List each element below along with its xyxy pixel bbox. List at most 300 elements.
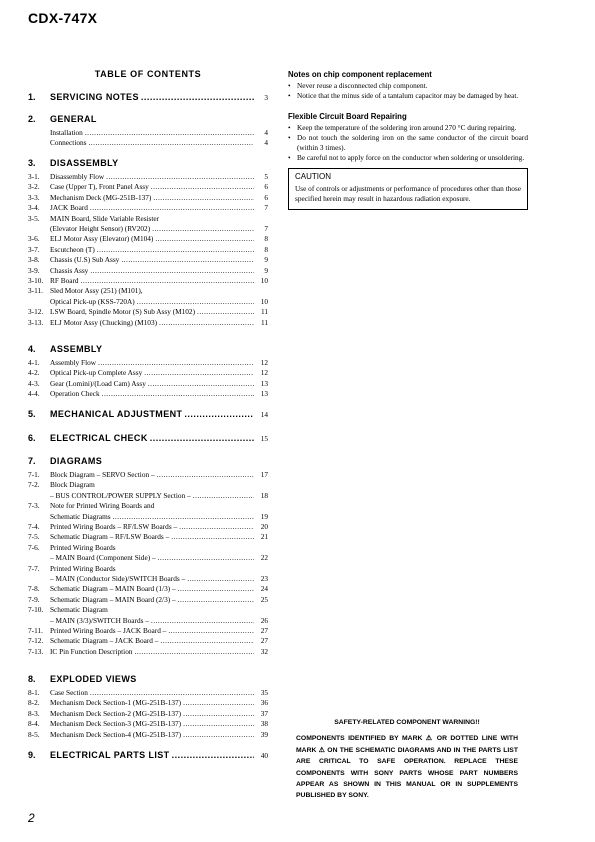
toc-entry bbox=[28, 708, 268, 719]
dot-leader bbox=[88, 137, 254, 148]
toc-entry-text bbox=[50, 479, 256, 490]
toc-entry-text bbox=[50, 171, 256, 182]
toc-entry-number: 3-7. bbox=[28, 244, 40, 254]
toc-entry bbox=[28, 233, 268, 244]
toc-entry-label: Operation Check bbox=[50, 389, 100, 399]
toc-entry-text bbox=[50, 708, 256, 719]
dot-leader bbox=[137, 296, 254, 307]
toc-entry-text bbox=[50, 697, 256, 708]
toc-entry-label: RF Board bbox=[50, 276, 79, 285]
dot-leader bbox=[178, 583, 254, 594]
toc-entry-number: 3-8. bbox=[28, 255, 40, 265]
toc-entry-number: 3-11. bbox=[28, 286, 43, 296]
toc-section-title: DISASSEMBLY bbox=[50, 158, 119, 168]
toc-section-title: SERVICING NOTES bbox=[50, 92, 139, 102]
toc-entry-label: Schematic Diagram bbox=[50, 605, 108, 615]
dot-leader bbox=[183, 729, 254, 740]
toc-entry-label: Chassis Assy bbox=[50, 265, 89, 275]
toc-entry-label: Schematic Diagram – RF/LSW Boards – bbox=[50, 532, 170, 542]
toc-section bbox=[28, 455, 268, 468]
toc-entry-text bbox=[50, 285, 256, 296]
toc-section-text bbox=[50, 408, 256, 421]
toc-entry-label: LSW Board, Spindle Motor (S) Sub Assy (M102) bbox=[50, 307, 195, 317]
toc-entry-page: 4 bbox=[264, 138, 268, 148]
toc-entry-page: 32 bbox=[260, 646, 268, 656]
dot-leader bbox=[98, 357, 254, 368]
toc-entry-number: 8-1. bbox=[28, 688, 40, 697]
toc-entry-page: 27 bbox=[260, 636, 268, 646]
toc-entry-label: Block Diagram – SERVO Section – bbox=[50, 470, 155, 479]
toc-section-number: 3. bbox=[28, 158, 36, 168]
toc-entry bbox=[28, 583, 268, 594]
list-item: • Be careful not to apply force on the conductor when soldering or unsoldering. bbox=[288, 153, 528, 163]
toc-entry bbox=[28, 285, 268, 296]
toc-section-page: 3 bbox=[264, 93, 268, 102]
toc-entry-text bbox=[50, 388, 256, 399]
dot-leader bbox=[183, 718, 254, 729]
toc-entry-page: 10 bbox=[260, 276, 268, 285]
chip-notes-title: Notes on chip component replacement bbox=[288, 70, 432, 79]
dot-leader bbox=[90, 687, 254, 698]
dot-leader bbox=[184, 408, 254, 421]
toc-entry bbox=[28, 388, 268, 399]
dot-leader bbox=[153, 192, 254, 203]
toc-entry-text bbox=[50, 615, 256, 626]
toc-entry bbox=[28, 531, 268, 542]
dot-leader bbox=[155, 233, 254, 244]
toc-entry-text bbox=[50, 687, 256, 698]
toc-entry bbox=[28, 296, 268, 307]
toc-entry-text bbox=[50, 500, 256, 511]
dot-leader bbox=[183, 697, 254, 708]
toc-section-text bbox=[50, 432, 256, 445]
toc-entry bbox=[28, 171, 268, 182]
toc-entry-page: 21 bbox=[260, 532, 268, 542]
toc-entry-label: Mechanism Deck Section-4 (MG-251B-137) bbox=[50, 729, 182, 739]
toc-section-text bbox=[50, 673, 256, 686]
toc-entry bbox=[28, 306, 268, 317]
toc-entry-text bbox=[50, 127, 256, 138]
toc-entry-text bbox=[50, 552, 256, 563]
toc-entry-label: ELJ Motor Assy (Chucking) (M103) bbox=[50, 317, 158, 327]
toc-entry-text bbox=[50, 192, 256, 203]
toc-entry-number: 8-4. bbox=[28, 719, 40, 729]
toc-entry-label: Schematic Diagram – MAIN Board (2/3) – bbox=[50, 594, 176, 604]
dot-leader bbox=[97, 244, 254, 255]
toc-entry-label: Schematic Diagram – MAIN Board (1/3) – bbox=[50, 584, 176, 594]
toc-entry-text bbox=[50, 729, 256, 740]
toc-entry-page: 13 bbox=[260, 389, 268, 399]
toc-entry-number: 3-9. bbox=[28, 265, 40, 275]
toc-section-number: 9. bbox=[28, 750, 36, 760]
toc-entry bbox=[28, 542, 268, 553]
toc-entry-label: Assembly Flow bbox=[50, 358, 97, 367]
toc-entry-text bbox=[50, 625, 256, 636]
toc-entry-page: 25 bbox=[260, 594, 268, 604]
toc-section-text bbox=[50, 91, 256, 104]
toc-entry-text bbox=[50, 265, 256, 276]
toc-entry-number: 7-8. bbox=[28, 584, 40, 594]
toc-entry-text bbox=[50, 181, 256, 192]
toc-entry-page: 9 bbox=[264, 255, 268, 265]
toc-entry-page: 7 bbox=[264, 224, 268, 233]
dot-leader bbox=[179, 521, 254, 532]
toc-entry bbox=[28, 490, 268, 501]
toc-entry-page: 8 bbox=[264, 234, 268, 244]
dot-leader bbox=[171, 531, 254, 542]
toc-entry-page: 23 bbox=[260, 574, 268, 583]
toc-entry-label: Sled Motor Assy (251) (M101), bbox=[50, 286, 143, 296]
toc-section-title: ELECTRICAL PARTS LIST bbox=[50, 750, 170, 760]
toc-entry-text bbox=[50, 275, 256, 286]
toc-entry-label: ELJ Motor Assy (Elevator) (M104) bbox=[50, 234, 154, 244]
toc-entry-label: Mechanism Deck Section-1 (MG-251B-137) bbox=[50, 698, 182, 708]
toc-entry-text bbox=[50, 542, 256, 553]
toc-section bbox=[28, 113, 268, 126]
model-title: CDX-747X bbox=[28, 10, 98, 26]
toc-section bbox=[28, 408, 268, 421]
flex-board-list bbox=[288, 123, 528, 163]
toc-entry bbox=[28, 317, 268, 328]
toc-entry-page: 12 bbox=[260, 368, 268, 378]
toc-section-number: 1. bbox=[28, 92, 36, 102]
toc-entry-text bbox=[50, 378, 256, 389]
toc-entry-label: Printed Wiring Boards – JACK Board – bbox=[50, 626, 167, 635]
toc-entry-text bbox=[50, 213, 256, 224]
toc-entry-text bbox=[50, 202, 256, 213]
toc-entry bbox=[28, 244, 268, 255]
toc-entry-text bbox=[50, 367, 256, 378]
toc-entry-text bbox=[50, 635, 256, 646]
toc-entry-text bbox=[50, 357, 256, 368]
dot-leader bbox=[85, 127, 254, 138]
dot-leader bbox=[158, 552, 254, 563]
toc-entry-page: 10 bbox=[260, 296, 268, 306]
dot-leader bbox=[150, 432, 254, 445]
safety-text: COMPONENTS IDENTIFIED BY MARK ⚠ OR DOTTED LINE WITH MARK ⚠ ON THE SCHEMATIC DIAGRAMS AND IN THE PARTS LIST ARE CRITICAL TO SAFE OPERATION. REPLACE THESE COMPONENTS WITH SONY PARTS WHOSE PART NUMBERS APPEAR AS SHOWN IN THIS MANUAL OR IN SUPPLEMENTS PUBLISHED BY SONY. bbox=[296, 735, 518, 800]
caution-title: CAUTION bbox=[295, 172, 331, 181]
toc-entry bbox=[28, 213, 268, 224]
toc-entry bbox=[28, 275, 268, 286]
toc-title: TABLE OF CONTENTS bbox=[94, 69, 202, 79]
toc-section-title: EXPLODED VIEWS bbox=[50, 674, 137, 684]
toc-entry-text bbox=[50, 244, 256, 255]
toc-entry-text bbox=[50, 573, 256, 584]
toc-entry-number: 7-13. bbox=[28, 646, 44, 656]
toc-entry-page: 5 bbox=[264, 172, 268, 181]
toc-entry-label: Schematic Diagrams bbox=[50, 511, 111, 521]
toc-entry-number: 3-4. bbox=[28, 203, 40, 213]
toc-entry-text bbox=[50, 531, 256, 542]
toc-entry-label: Escutcheon (T) bbox=[50, 244, 95, 254]
toc-section-number: 4. bbox=[28, 344, 36, 354]
toc-entry-text bbox=[50, 233, 256, 244]
toc-entry-label: Optical Pick-up (KSS-720A) bbox=[50, 296, 135, 306]
toc-entry bbox=[28, 646, 268, 657]
toc-entry bbox=[28, 594, 268, 605]
toc-entry-label: Optical Pick-up Complete Assy bbox=[50, 368, 143, 378]
toc-entry-label: IC Pin Function Description bbox=[50, 646, 133, 656]
chip-notes-list bbox=[288, 81, 528, 101]
toc-entry-label: JACK Board bbox=[50, 203, 88, 213]
toc-entry-number: 3-6. bbox=[28, 234, 40, 244]
toc-entry-label: Case (Upper T), Front Panel Assy bbox=[50, 182, 149, 192]
toc-entry-page: 37 bbox=[260, 708, 268, 718]
toc-entry-page: 4 bbox=[264, 128, 268, 137]
toc-entry bbox=[28, 563, 268, 574]
toc-entry-page: 6 bbox=[264, 192, 268, 202]
toc-entry-label: Installation bbox=[50, 128, 83, 137]
toc-entry bbox=[28, 687, 268, 698]
dot-leader bbox=[168, 625, 254, 636]
toc-entry-number: 4-2. bbox=[28, 368, 40, 378]
flex-board-title: Flexible Circuit Board Repairing bbox=[288, 112, 407, 121]
dot-leader bbox=[197, 306, 254, 317]
toc-entry bbox=[28, 479, 268, 490]
list-item: • Do not touch the soldering iron on the same conductor of the circuit board (within 3 times). bbox=[288, 133, 528, 153]
notes-column bbox=[288, 70, 528, 210]
toc-section-title: ELECTRICAL CHECK bbox=[50, 433, 148, 443]
toc-entry-label: Case Section bbox=[50, 688, 88, 697]
toc-section-text bbox=[50, 455, 256, 468]
dot-leader bbox=[187, 573, 254, 584]
toc-entry-page: 12 bbox=[260, 358, 268, 367]
toc-section bbox=[28, 91, 268, 104]
toc-entry-label: (Elevator Height Sensor) (RV202) bbox=[50, 224, 151, 233]
toc-entry-number: 7-6. bbox=[28, 542, 40, 552]
toc-entry-text bbox=[50, 583, 256, 594]
dot-leader bbox=[193, 490, 254, 501]
toc-entry-number: 3-10. bbox=[28, 276, 44, 285]
toc-entry bbox=[28, 254, 268, 265]
dot-leader bbox=[102, 388, 254, 399]
list-item: • Never reuse a disconnected chip component. bbox=[288, 81, 528, 91]
toc-section bbox=[28, 673, 268, 686]
toc-entry-number: 8-3. bbox=[28, 708, 40, 718]
toc-entry-text bbox=[50, 646, 256, 657]
toc-entry-text bbox=[50, 604, 256, 615]
toc-entry-page: 27 bbox=[260, 626, 268, 635]
toc-entry-label: Mechanism Deck (MG-251B-137) bbox=[50, 192, 152, 202]
toc-entry-label: – BUS CONTROL/POWER SUPPLY Section – bbox=[50, 490, 191, 500]
toc-entry bbox=[28, 469, 268, 480]
toc-entry bbox=[28, 202, 268, 213]
toc-entry-page: 13 bbox=[260, 378, 268, 388]
toc-entry-page: 19 bbox=[260, 511, 268, 521]
dot-leader bbox=[106, 171, 254, 182]
toc-entry-label: Mechanism Deck Section-2 (MG-251B-137) bbox=[50, 708, 182, 718]
toc-entry-text bbox=[50, 137, 256, 148]
toc-entry-label: Gear (Lomini)/(Load Cam) Assy bbox=[50, 378, 146, 388]
toc-entry-text bbox=[50, 469, 256, 480]
toc-section bbox=[28, 432, 268, 445]
toc-entry-number: 4-3. bbox=[28, 378, 40, 388]
toc-section-number: 6. bbox=[28, 433, 36, 443]
toc-section-page: 40 bbox=[260, 751, 268, 760]
toc-entry-label: MAIN Board, Slide Variable Resister bbox=[50, 213, 160, 223]
toc-entry-page: 7 bbox=[264, 203, 268, 213]
toc-entry-text bbox=[50, 317, 256, 328]
toc-entry-page: 17 bbox=[260, 470, 268, 479]
dot-leader bbox=[81, 275, 254, 286]
toc-entry-page: 26 bbox=[260, 615, 268, 625]
toc-entry-number: 3-1. bbox=[28, 172, 40, 181]
dot-leader bbox=[141, 91, 254, 104]
toc-entry-number: 7-9. bbox=[28, 594, 40, 604]
toc-section-title: ASSEMBLY bbox=[50, 344, 103, 354]
toc-entry-page: 24 bbox=[260, 584, 268, 594]
list-item: • Notice that the minus side of a tantalum capacitor may be damaged by heat. bbox=[288, 91, 528, 101]
toc-entry-number: 8-2. bbox=[28, 698, 40, 708]
toc-section-title: GENERAL bbox=[50, 114, 97, 124]
toc-entry-number: 3-2. bbox=[28, 182, 40, 192]
toc-section-text bbox=[50, 343, 256, 356]
toc-entry-text bbox=[50, 594, 256, 605]
toc-entry-number: 7-4. bbox=[28, 522, 40, 531]
toc-entry bbox=[28, 265, 268, 276]
toc-entry bbox=[28, 552, 268, 563]
toc-entry-number: 3-12. bbox=[28, 307, 44, 317]
page-number: 2 bbox=[28, 811, 35, 825]
dot-leader bbox=[178, 594, 254, 605]
toc-entry-number: 7-10. bbox=[28, 605, 44, 615]
dot-leader bbox=[151, 181, 254, 192]
toc-section-text bbox=[50, 113, 256, 126]
toc-entry-page: 8 bbox=[264, 244, 268, 254]
toc-entry bbox=[28, 729, 268, 740]
toc-entry-page: 36 bbox=[260, 698, 268, 708]
toc-section-number: 2. bbox=[28, 114, 36, 124]
toc-entry-number: 8-5. bbox=[28, 729, 40, 739]
toc-entry-label: Connections bbox=[50, 138, 87, 148]
toc-entry-label: Schematic Diagram – JACK Board – bbox=[50, 636, 159, 646]
toc-entry-page: 22 bbox=[260, 553, 268, 563]
toc-section-text bbox=[50, 749, 256, 762]
toc-entry bbox=[28, 697, 268, 708]
toc-entry bbox=[28, 500, 268, 511]
dot-leader bbox=[152, 223, 254, 234]
toc-entry-label: – MAIN (3/3)/SWITCH Boards – bbox=[50, 615, 149, 625]
toc-entry-number: 4-1. bbox=[28, 358, 40, 367]
toc-entry-label: Mechanism Deck Section-3 (MG-251B-137) bbox=[50, 719, 182, 729]
toc-entry bbox=[28, 511, 268, 522]
toc-section-text bbox=[50, 157, 256, 170]
toc-section-number: 8. bbox=[28, 674, 36, 684]
toc-entry-number: 3-5. bbox=[28, 213, 40, 223]
toc-entry-page: 11 bbox=[260, 317, 268, 327]
toc-entry bbox=[28, 357, 268, 368]
dot-leader bbox=[148, 378, 254, 389]
toc-entry-label: – MAIN Board (Component Side) – bbox=[50, 553, 156, 563]
toc-entry bbox=[28, 192, 268, 203]
dot-leader bbox=[113, 511, 254, 522]
dot-leader bbox=[144, 367, 254, 378]
toc-entry bbox=[28, 137, 268, 148]
toc-entry-label: Chassis (U.S) Sub Assy bbox=[50, 255, 120, 265]
dot-leader bbox=[121, 254, 254, 265]
toc-entry-number: 7-1. bbox=[28, 470, 40, 479]
dot-leader bbox=[90, 202, 254, 213]
toc-section-title: DIAGRAMS bbox=[50, 456, 103, 466]
toc-entry-page: 39 bbox=[260, 729, 268, 739]
toc-entry-number: 7-2. bbox=[28, 480, 40, 490]
toc-section-number: 7. bbox=[28, 456, 36, 466]
toc-entry-text bbox=[50, 511, 256, 522]
toc-entry bbox=[28, 573, 268, 584]
dot-leader bbox=[159, 317, 254, 328]
toc-entry-label: Printed Wiring Boards bbox=[50, 563, 116, 573]
list-item: • Keep the temperature of the soldering iron around 270 °C during repairing. bbox=[288, 123, 528, 133]
toc-entry bbox=[28, 635, 268, 646]
toc-entry-label: Block Diagram bbox=[50, 480, 95, 490]
toc-section-page: 14 bbox=[260, 410, 268, 419]
toc-entry-text bbox=[50, 296, 256, 307]
toc-entry-page: 35 bbox=[260, 688, 268, 697]
safety-title: SAFETY-RELATED COMPONENT WARNING!! bbox=[334, 719, 480, 726]
toc-entry-number: 7-11. bbox=[28, 626, 43, 635]
dot-leader bbox=[135, 646, 255, 657]
dot-leader bbox=[157, 469, 254, 480]
toc-section-page: 15 bbox=[260, 434, 268, 443]
toc-entry-label: – MAIN (Conductor Side)/SWITCH Boards – bbox=[50, 574, 186, 583]
toc-entry-label: Printed Wiring Boards – RF/LSW Boards – bbox=[50, 522, 178, 531]
toc-entry bbox=[28, 615, 268, 626]
caution-text: Use of controls or adjustments or performance of procedures other than those specified herein may result in hazardous radiation exposure. bbox=[295, 184, 521, 203]
toc-entry bbox=[28, 181, 268, 192]
toc-entry-label: Printed Wiring Boards bbox=[50, 542, 116, 552]
toc-entry-text bbox=[50, 563, 256, 574]
toc-entry-text bbox=[50, 490, 256, 501]
dot-leader bbox=[172, 749, 254, 762]
toc-entry-text bbox=[50, 223, 256, 234]
toc-entry bbox=[28, 367, 268, 378]
toc-entry bbox=[28, 378, 268, 389]
toc-entry-page: 38 bbox=[260, 719, 268, 729]
toc-entry-page: 9 bbox=[264, 265, 268, 275]
caution-box bbox=[288, 168, 528, 210]
dot-leader bbox=[160, 635, 254, 646]
toc-entry bbox=[28, 521, 268, 532]
toc-entry-page: 18 bbox=[260, 490, 268, 500]
toc-entry-text bbox=[50, 254, 256, 265]
dot-leader bbox=[151, 615, 254, 626]
toc-entry-text bbox=[50, 718, 256, 729]
toc-entry-text bbox=[50, 306, 256, 317]
toc-entry bbox=[28, 625, 268, 636]
toc-section bbox=[28, 343, 268, 356]
toc-entry-label: Note for Printed Wiring Boards and bbox=[50, 501, 155, 511]
toc-section bbox=[28, 157, 268, 170]
toc-entry-page: 11 bbox=[260, 307, 268, 317]
safety-warning bbox=[296, 717, 518, 802]
toc-section bbox=[28, 749, 268, 762]
dot-leader bbox=[90, 265, 254, 276]
toc-entry-label: Disassembly Flow bbox=[50, 172, 105, 181]
toc-entry-number: 3-13. bbox=[28, 317, 44, 327]
toc-entry-number: 7-5. bbox=[28, 532, 40, 542]
toc-entry-number: 7-7. bbox=[28, 563, 40, 573]
toc-section-number: 5. bbox=[28, 409, 36, 419]
toc-entry bbox=[28, 604, 268, 615]
toc-entry-page: 6 bbox=[264, 182, 268, 192]
toc-entry bbox=[28, 718, 268, 729]
toc-section-title: MECHANICAL ADJUSTMENT bbox=[50, 409, 183, 419]
toc-entry-number: 4-4. bbox=[28, 389, 40, 399]
toc-entry bbox=[28, 127, 268, 138]
toc-entry-number: 7-12. bbox=[28, 636, 44, 646]
toc-entry-number: 7-3. bbox=[28, 501, 40, 511]
toc-entry bbox=[28, 223, 268, 234]
